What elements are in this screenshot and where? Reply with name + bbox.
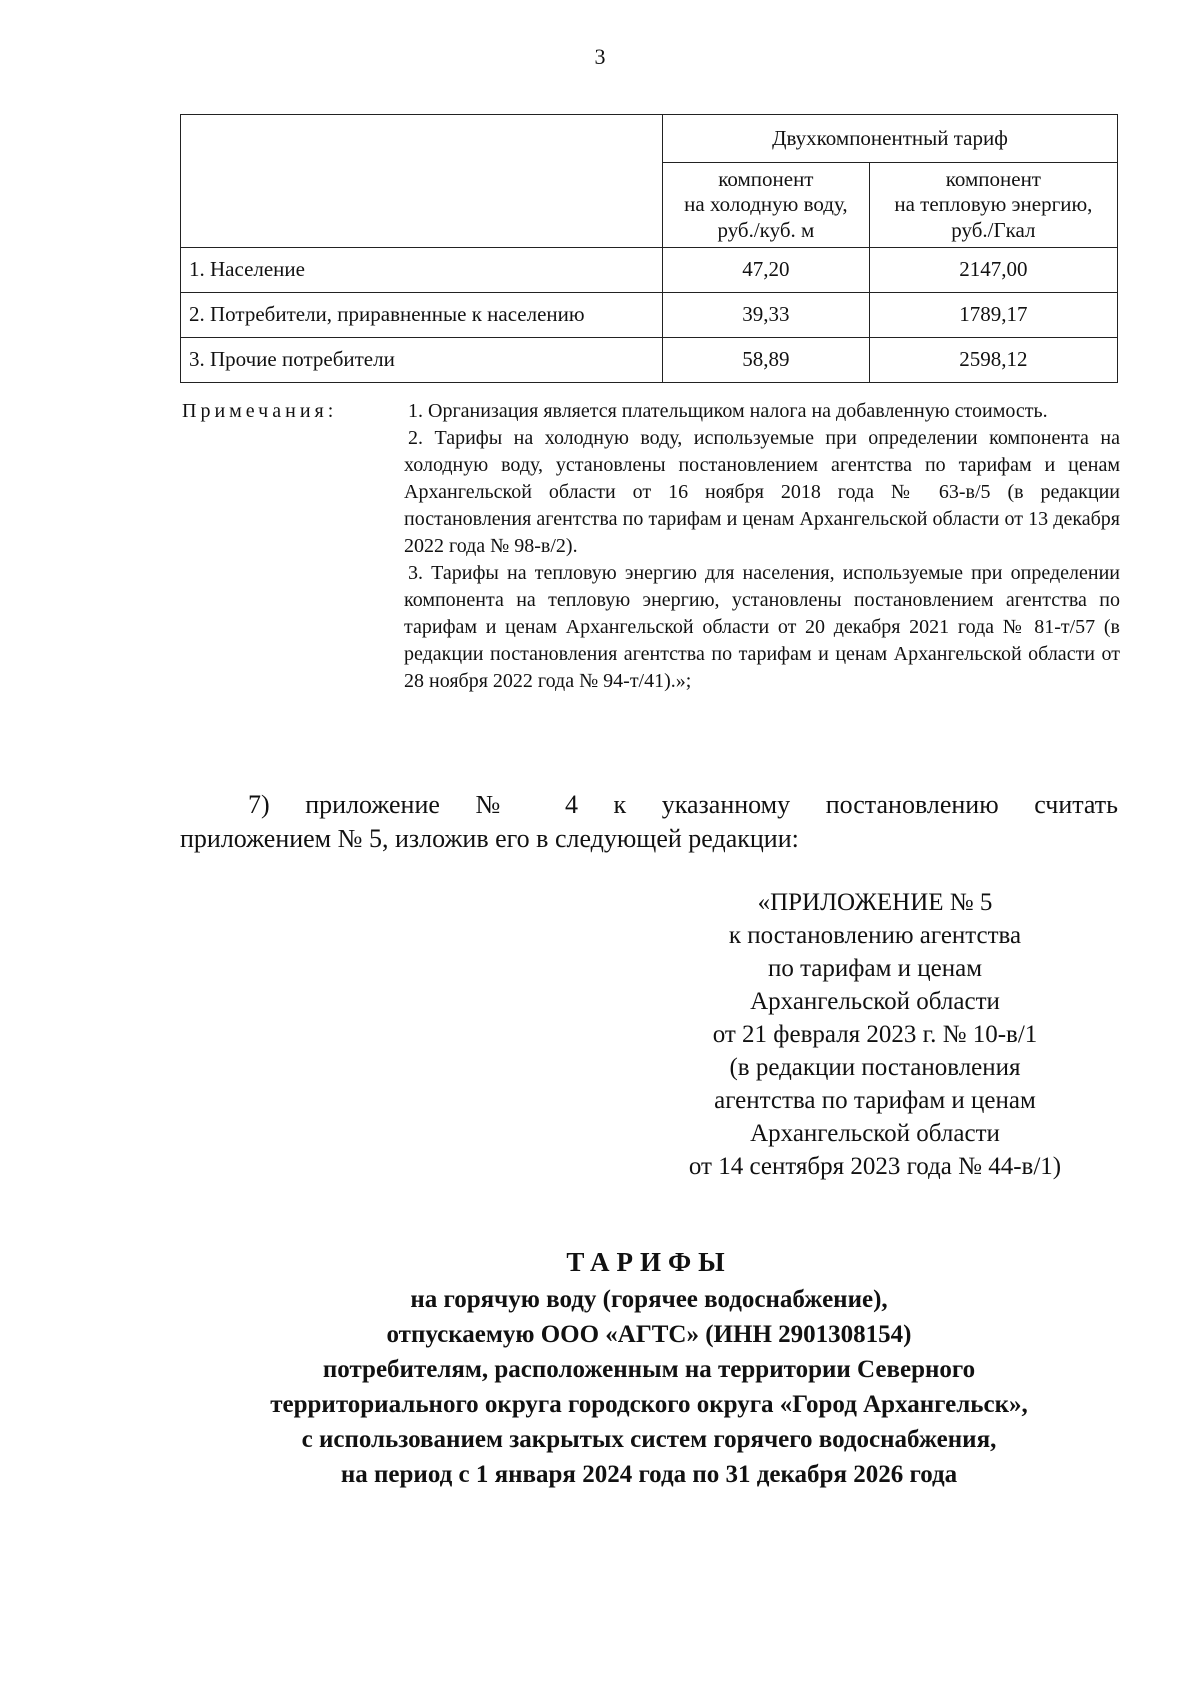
- appendix-line: агентства по тарифам и ценам: [714, 1087, 1036, 1114]
- note-item: 1. Организация является плательщиком налога на добавленную стоимость.: [408, 400, 1048, 422]
- note-item: 2. Тарифы на холодную воду, используемые при определении компонента на холодную воду, установлены постановлением агентства по тарифам и ценам Архангельской области от 16 ноября 2018 года № 63-в/5 (в редакции постановления агентства по тарифам и ценам Архангельской области от 13 декабря 2022 года № 98-в/2).: [404, 427, 1120, 557]
- item-7-line: 7) приложение № 4 к указанному постановлению считать: [248, 790, 1118, 819]
- heat-energy-value: 2147,00: [869, 248, 1117, 293]
- page-number: 3: [594, 44, 606, 69]
- appendix-line: Архангельской области: [750, 1120, 1000, 1147]
- appendix-header: [640, 886, 1110, 1183]
- appendix-line: от 21 февраля 2023 г. № 10-в/1: [712, 1021, 1038, 1048]
- table-row: [181, 338, 1118, 383]
- table-row: [181, 293, 1118, 338]
- group-header-cell: Двухкомпонентный тариф: [663, 115, 1118, 163]
- cold-header-line: на холодную воду,: [684, 192, 848, 217]
- notes-label: Примечания:: [182, 400, 338, 422]
- title-line: потребителям, расположенным на территории Северного: [322, 1356, 976, 1383]
- heat-header-line: компонент: [945, 167, 1041, 192]
- cold-header-line: руб./куб. м: [717, 217, 815, 242]
- heat-header-line: руб./Гкал: [951, 217, 1036, 242]
- cold-water-value: 39,33: [663, 293, 870, 338]
- cold-water-value: 47,20: [663, 248, 870, 293]
- title-line: с использованием закрытых систем горячего водоснабжения,: [301, 1426, 997, 1453]
- appendix-line: Архангельской области: [750, 988, 1000, 1015]
- cold-water-header-cell: [663, 163, 870, 248]
- appendix-line: от 14 сентября 2023 года № 44-в/1): [688, 1153, 1062, 1180]
- row-label: 3. Прочие потребители: [181, 338, 663, 383]
- appendix-line: к постановлению агентства: [728, 922, 1022, 949]
- title-main: ТАРИФЫ: [566, 1247, 732, 1277]
- cold-water-value: 58,89: [663, 338, 870, 383]
- item-7-paragraph: [180, 788, 1118, 856]
- heat-energy-header-cell: [869, 163, 1117, 248]
- tariff-table: [180, 114, 1118, 383]
- title-line: на горячую воду (горячее водоснабжение),: [410, 1286, 888, 1313]
- appendix-line: по тарифам и ценам: [767, 955, 983, 982]
- heat-header-line: на тепловую энергию,: [894, 192, 1093, 217]
- title-line: на период с 1 января 2024 года по 31 декабря 2026 года: [340, 1461, 958, 1488]
- cold-header-line: компонент: [718, 167, 814, 192]
- appendix-line: «ПРИЛОЖЕНИЕ № 5: [757, 889, 993, 916]
- table-row: [181, 248, 1118, 293]
- table-empty-header-cell: [181, 115, 663, 248]
- item-7-line: приложением № 5, изложив его в следующей редакции:: [180, 824, 799, 853]
- document-title: [180, 1242, 1118, 1492]
- row-label: 1. Население: [181, 248, 663, 293]
- title-line: территориального округа городского округа «Город Архангельск»,: [270, 1391, 1028, 1418]
- title-line: отпускаемую ООО «АГТС» (ИНН 2901308154): [386, 1321, 912, 1348]
- heat-energy-value: 1789,17: [869, 293, 1117, 338]
- notes-list: [404, 398, 1120, 695]
- note-item: 3. Тарифы на тепловую энергию для населения, используемые при определении компонента на тепловую энергию, установлены постановлением агентства по тарифам и ценам Архангельской области от 20 декабря 2021 года № 81-т/57 (в редакции постановления агентства по тарифам и ценам Архангельской области от 28 ноября 2022 года № 94-т/41).»;: [404, 562, 1120, 692]
- row-label: 2. Потребители, приравненные к населению: [181, 293, 663, 338]
- heat-energy-value: 2598,12: [869, 338, 1117, 383]
- appendix-line: (в редакции постановления: [729, 1054, 1021, 1081]
